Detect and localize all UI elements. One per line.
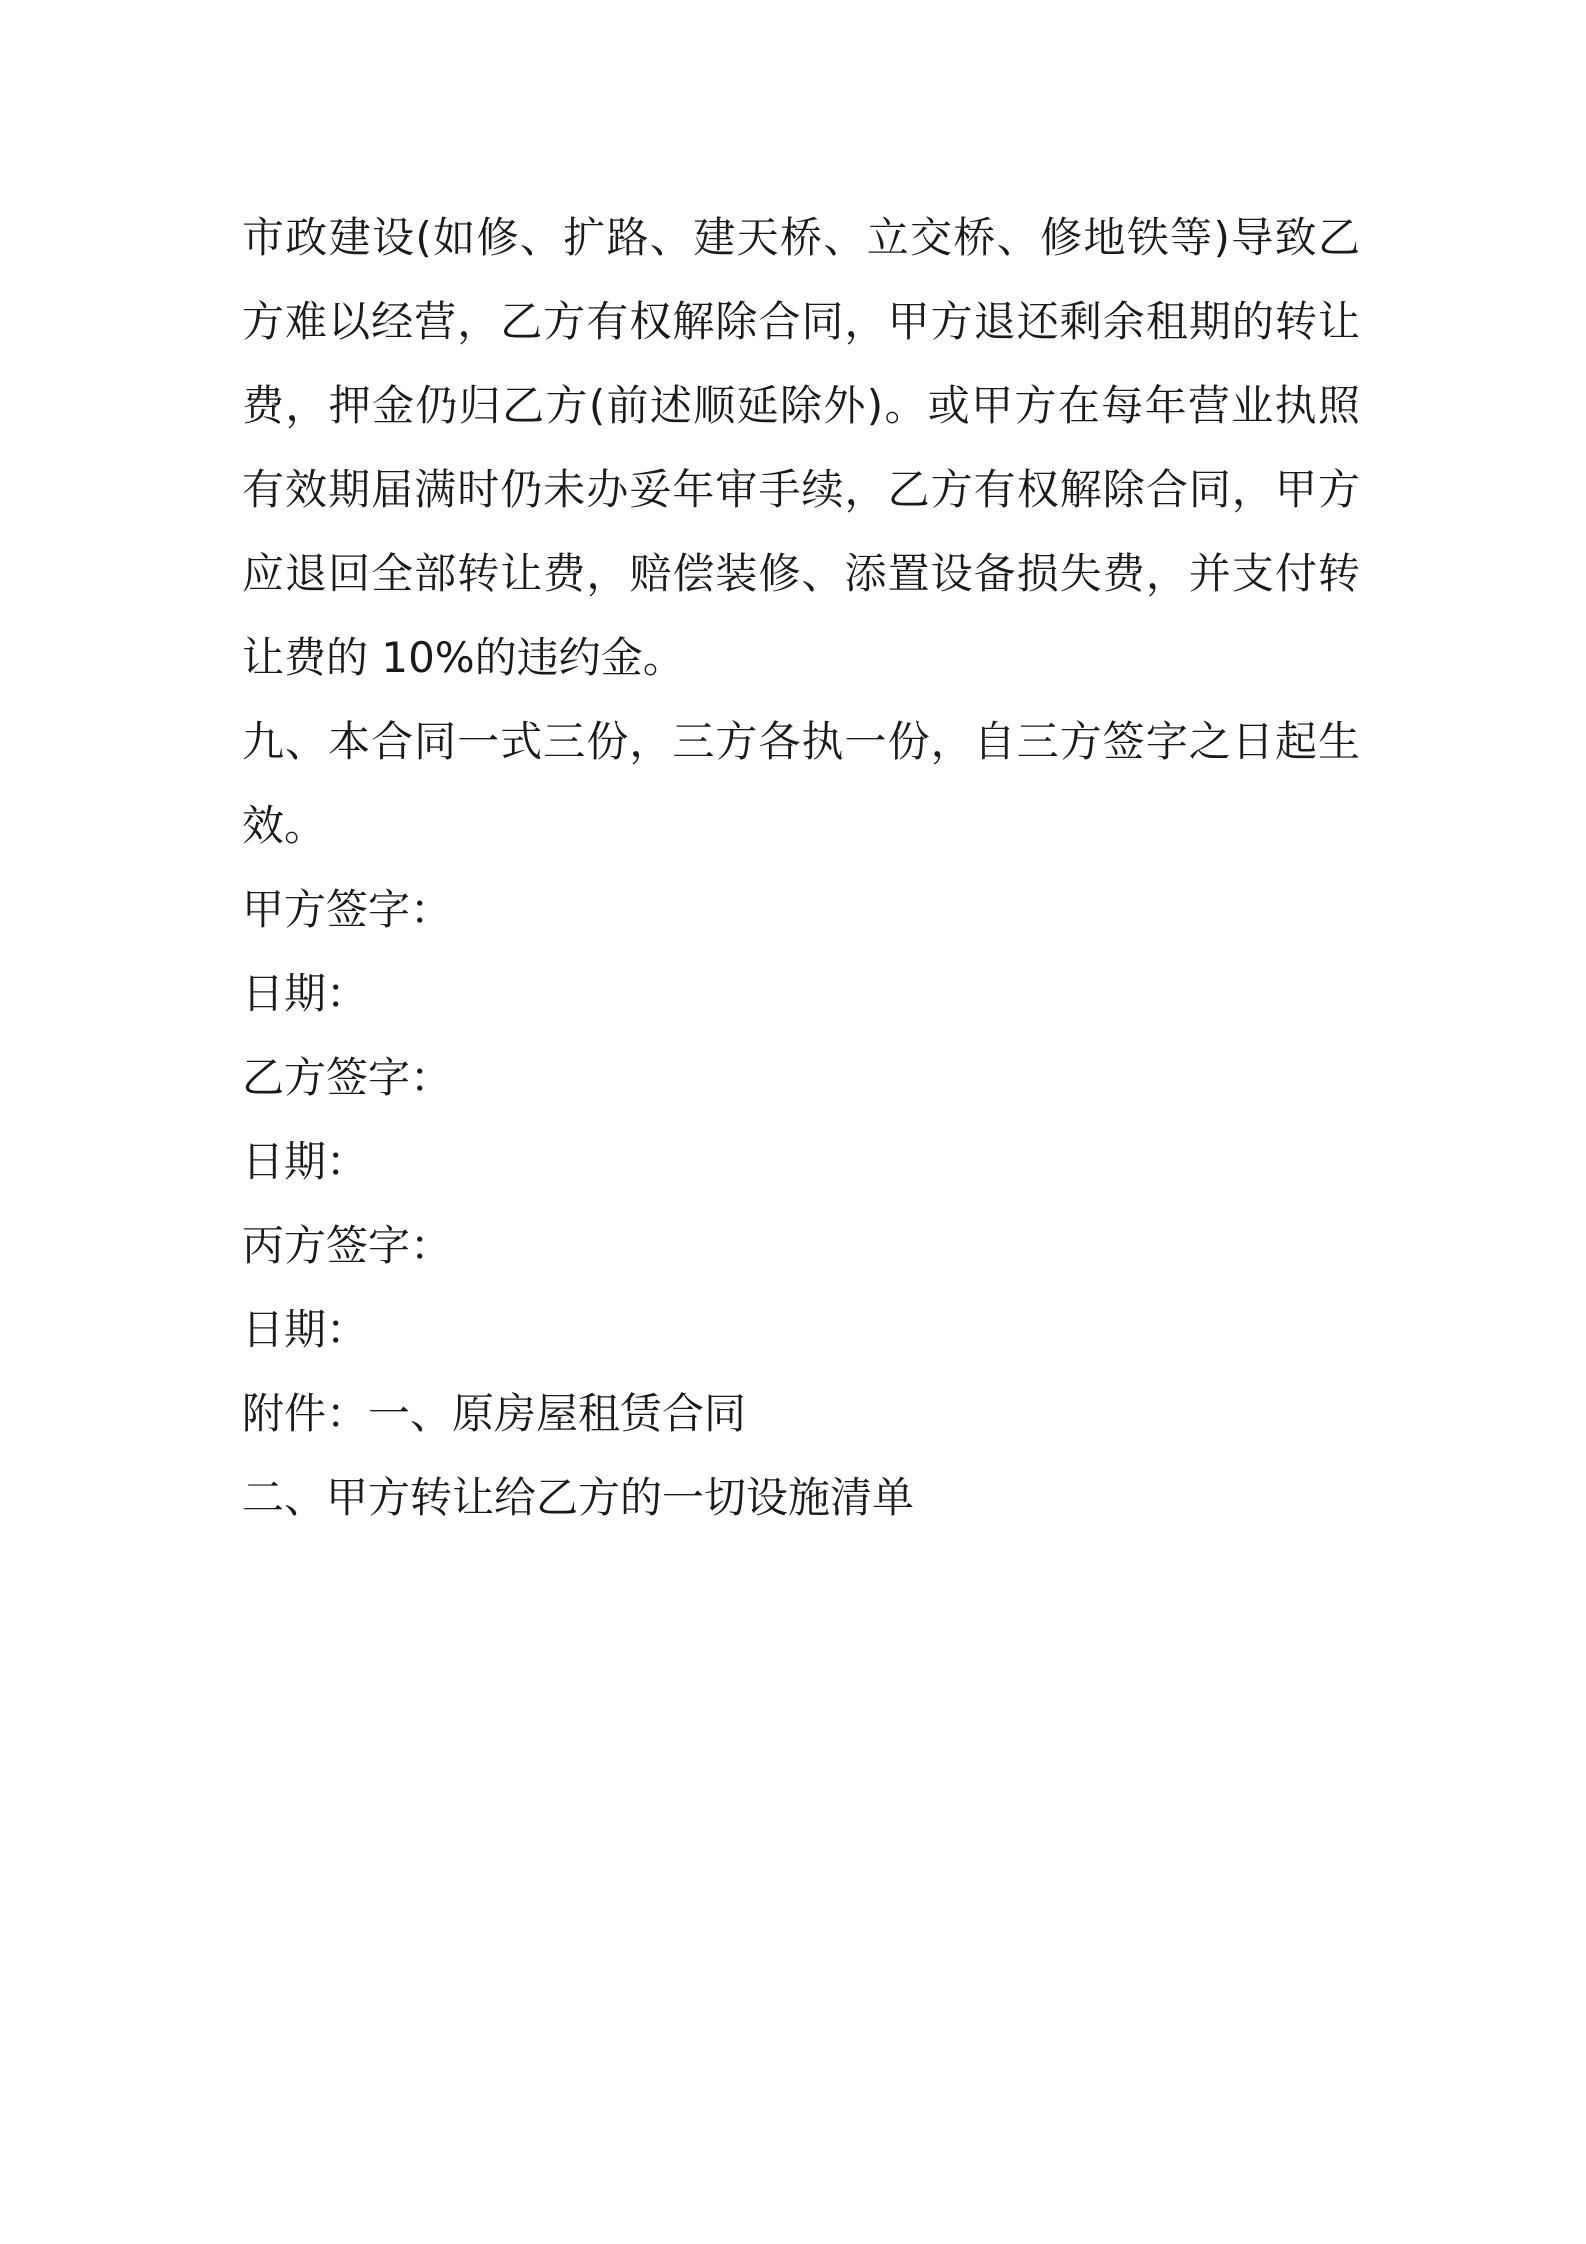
attachment-one-line: 附件：一、原房屋租赁合同: [242, 1389, 747, 1438]
party-b-date-label: 日期：: [242, 1137, 369, 1186]
paragraph-line: 应退回全部转让费，赔偿装修、添置设备损失费，并支付转: [242, 549, 1360, 598]
clause-nine-line: 效。: [242, 801, 327, 850]
party-b-signature-label: 乙方签字：: [242, 1053, 453, 1102]
paragraph-line: 市政建设(如修、扩路、建天桥、立交桥、修地铁等)导致乙: [242, 213, 1360, 262]
party-a-signature-label: 甲方签字：: [242, 885, 453, 934]
party-a-date-label: 日期：: [242, 969, 369, 1018]
paragraph-line: 让费的 10%的违约金。: [242, 633, 685, 682]
paragraph-line: 方难以经营，乙方有权解除合同，甲方退还剩余租期的转让: [242, 297, 1360, 346]
clause-nine-line: 九、本合同一式三份，三方各执一份，自三方签字之日起生: [242, 717, 1360, 766]
party-c-date-label: 日期：: [242, 1305, 369, 1354]
attachment-two-line: 二、甲方转让给乙方的一切设施清单: [242, 1473, 915, 1522]
document-body: [242, 196, 1360, 1540]
paragraph-line: 费，押金仍归乙方(前述顺延除外)。或甲方在每年营业执照: [242, 381, 1360, 430]
paragraph-line: 有效期届满时仍未办妥年审手续，乙方有权解除合同，甲方: [242, 465, 1360, 514]
party-c-signature-label: 丙方签字：: [242, 1221, 453, 1270]
